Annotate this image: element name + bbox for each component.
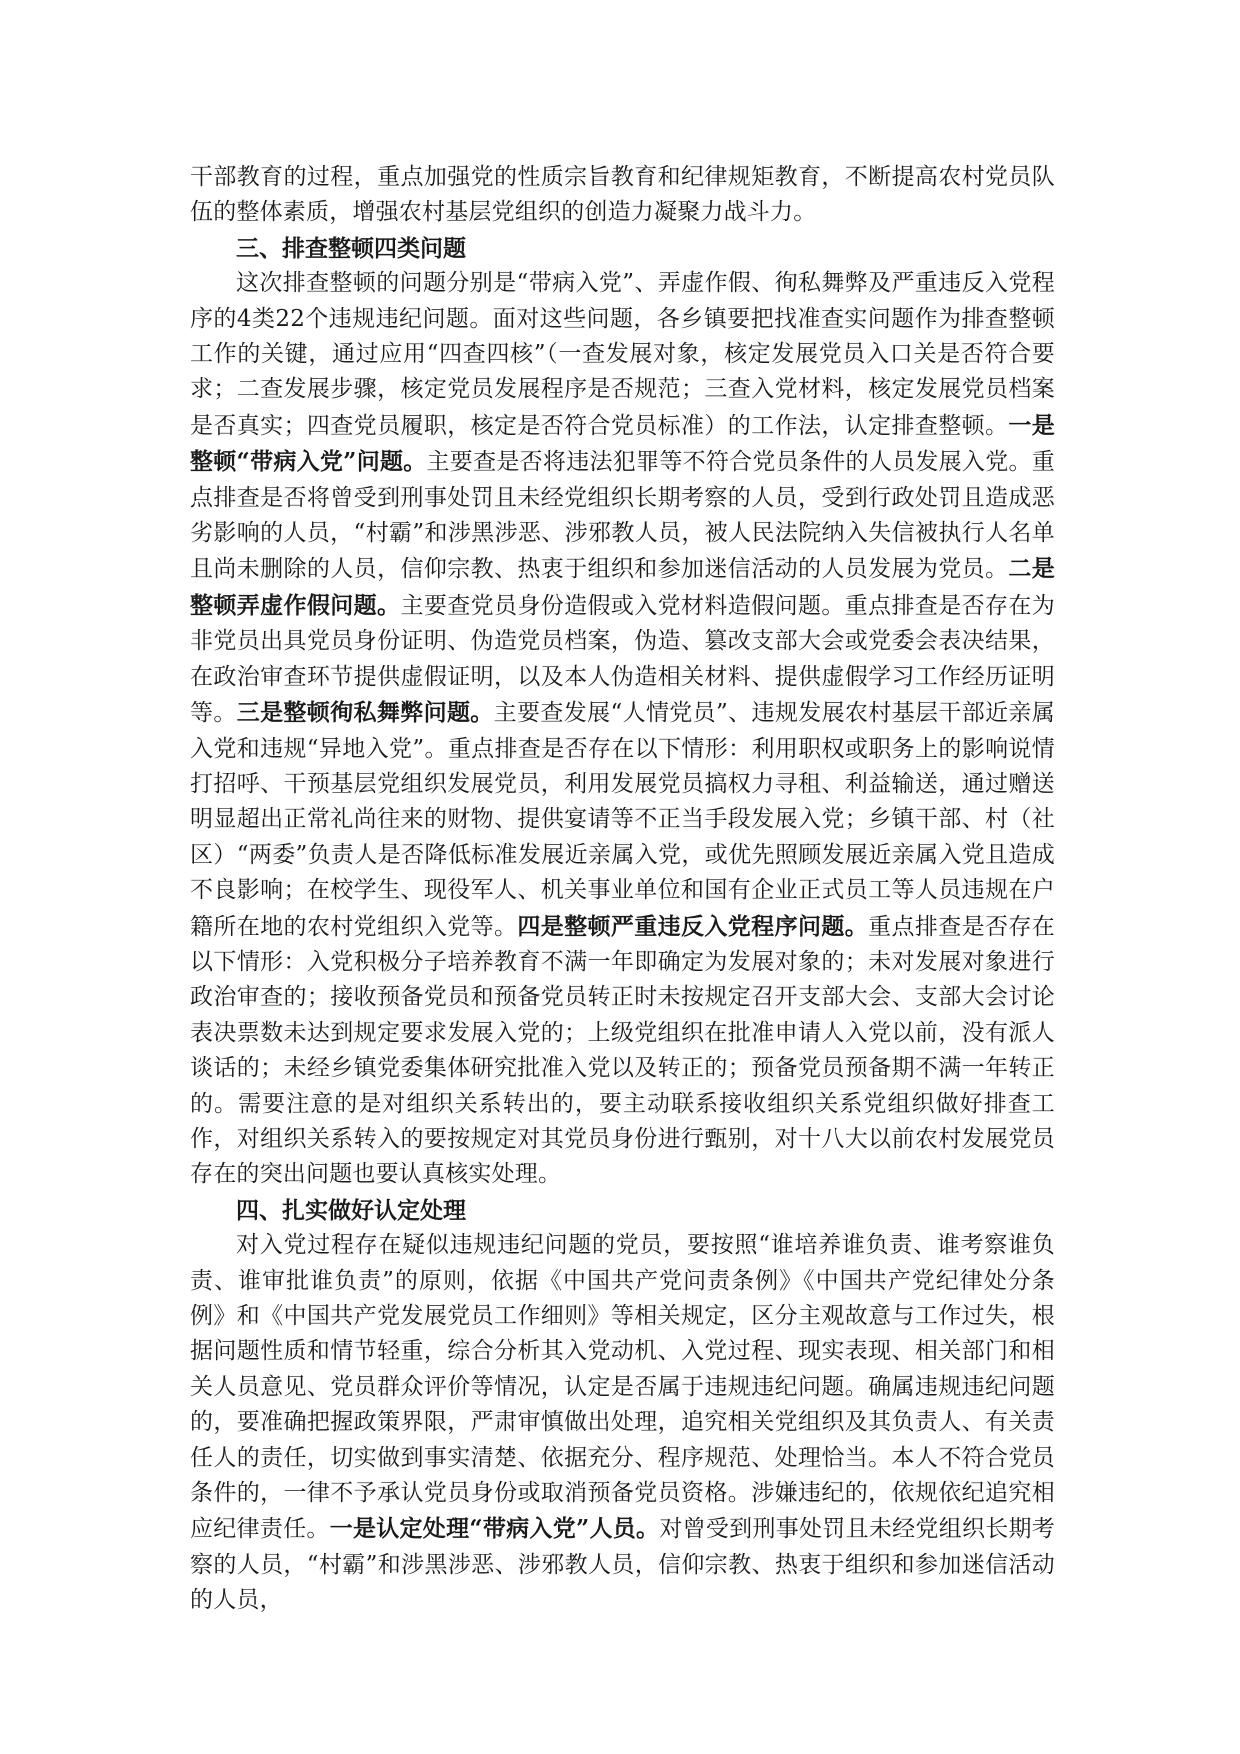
paragraph-1 <box>190 160 1055 231</box>
paragraph-section-3 <box>190 266 1055 1193</box>
text-run: 主要查发展“人情党员”、违规发展农村基层干部近亲属入党和违规“异地入党”。重点排查是否存在以下情形：利用职权或职务上的影响说情打招呼、干预基层党组织发展党员，利用发展党员搞权力寻租、利益输送，通过赠送明显超出正常礼尚往来的财物、提供宴请等不正当手段发展入党；乡镇干部、村（社区）“两委”负责人是否降低标准发展近亲属入党，或优先照顾发展近亲属入党且造成不良影响；在校学生、现役军人、机关事业单位和国有企业正式员工等人员违规在户籍所在地的农村党组织入党等。 <box>190 700 1055 940</box>
text-run: 对曾受到刑事处罚且未经党组织长期考察的人员，“村霸”和涉黑涉恶、涉邪教人员，信仰宗教、热衷于组织和参加迷信活动的人员， <box>190 1516 1056 1614</box>
text-run: 对入党过程存在疑似违规违纪问题的党员，要按照“谁培养谁负责、谁考察谁负责、谁审批谁负责”的原则，依据《中国共产党问责条例》《中国共产党纪律处分条例》和《中国共产党发展党员工作细则》等相关规定，区分主观故意与工作过失，根据问题性质和情节轻重，综合分析其入党动机、入党过程、现实表现、相关部门和相关人员意见、党员群众评价等情况，认定是否属于违规违纪问题。确属违规违纪问题的，要准确把握政策界限，严肃审慎做出处理，追究相关党组织及其负责人、有关责任人的责任，切实做到事实清楚、依据充分、程序规范、处理恰当。本人不符合党员条件的，一律不予承认党员身份或取消预备党员资格。涉嫌违纪的，依规依纪追究相应纪律责任。 <box>190 1232 1055 1543</box>
heading-text: 三、排查整顿四类问题 <box>236 234 466 262</box>
section-heading-4 <box>190 1193 1055 1228</box>
bold-lead-2: 二是整顿弄虚作假问题。 <box>190 555 1056 619</box>
section-heading-3 <box>190 231 1055 266</box>
document-page <box>190 160 1055 1619</box>
bold-lead-4: 四是整顿严重违反入党程序问题。 <box>517 912 869 940</box>
text-run: 重点排查是否存在以下情形：入党积极分子培养教育不满一年即确定为发展对象的；未对发展对象进行政治审查的；接收预备党员和预备党员转正时未按规定召开支部大会、支部大会讨论表决票数未达到规定要求发展入党的；上级党组织在批准申请人入党以前，没有派人谈话的；未经乡镇党委集体研究批准入党以及转正的；预备党员预备期不满一年转正的。需要注意的是对组织关系转出的，要主动联系接收组织关系党组织做好排查工作，对组织关系转入的要按规定对其党员身份进行甄别，对十八大以前农村发展党员存在的突出问题也要认真核实处理。 <box>190 913 1055 1188</box>
bold-lead-5: 一是认定处理“带病入党”人员。 <box>329 1515 660 1543</box>
text-run: 主要查党员身份造假或入党材料造假问题。重点排查是否存在为非党员出具党员身份证明、伪造党员档案，伪造、篡改支部大会或党委会表决结果，在政治审查环节提供虚假证明，以及本人伪造相关材料、提供虚假学习工作经历证明等。 <box>190 592 1055 727</box>
text-run: 干部教育的过程，重点加强党的性质宗旨教育和纪律规矩教育，不断提高农村党员队伍的整体素质，增强农村基层党组织的创造力凝聚力战斗力。 <box>190 164 1055 226</box>
text-run: 这次排查整顿的问题分别是“带病入党”、弄虚作假、徇私舞弊及严重违反入党程序的4类22个违规违纪问题。面对这些问题，各乡镇要把找准查实问题作为排查整顿工作的关键，通过应用“四查四核”（一查发展对象，核定发展党员入口关是否符合要求；二查发展步骤，核定党员发展程序是否规范；三查入党材料，核定发展党员档案是否真实；四查党员履职，核定是否符合党员标准）的工作法，认定排查整顿。 <box>190 270 1055 439</box>
text-run: 主要查是否将违法犯罪等不符合党员条件的人员发展入党。重点排查是否将曾受到刑事处罚且未经党组织长期考察的人员，受到行政处罚且造成恶劣影响的人员，“村霸”和涉黑涉恶、涉邪教人员，被人民法院纳入失信被执行人名单且尚未删除的人员，信仰宗教、热衷于组织和参加迷信活动的人员发展为党员。 <box>190 449 1055 583</box>
bold-lead-1: 一是整顿“带病入党”问题。 <box>190 411 1056 476</box>
bold-lead-3: 三是整顿徇私舞弊问题。 <box>236 699 494 727</box>
heading-text: 四、扎实做好认定处理 <box>236 1196 466 1224</box>
paragraph-section-4 <box>190 1228 1055 1618</box>
